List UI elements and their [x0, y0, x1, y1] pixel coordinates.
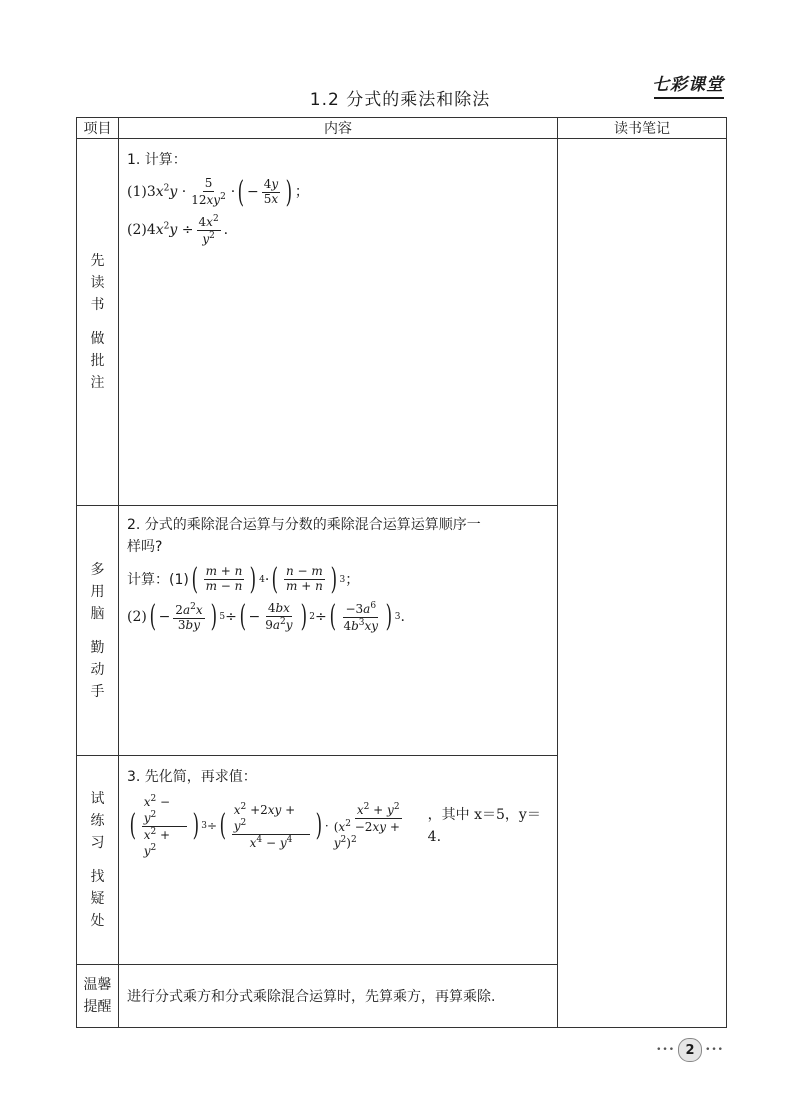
row-label [77, 756, 119, 965]
problem-label: (2) [127, 608, 147, 625]
brand-underline [654, 97, 724, 99]
worksheet-table [76, 117, 727, 1028]
brand-text: 七彩课堂 [652, 75, 724, 95]
problem-1-1: (1) $3x^2y$ · $\frac{5}{12xy^2}$ · ( − $\frac{4y}{5x}$ ) ； [127, 174, 309, 210]
label-bottom: 做批注 [90, 331, 105, 391]
row-label [77, 506, 119, 756]
dots-right: ••• [705, 1045, 724, 1055]
problem-label: (1) [127, 184, 147, 201]
row-label [77, 139, 119, 506]
label-bottom: 勤动手 [90, 639, 105, 700]
label-top: 多用脑 [90, 561, 105, 622]
header-item: 项目 [77, 118, 119, 139]
tip-text: 进行分式乘方和分式乘除混合运算时，先算乘方，再算乘除. [119, 965, 558, 1028]
row-label [77, 965, 119, 1028]
brand-logo [652, 70, 724, 95]
content-cell [119, 756, 558, 965]
problem-3: ( $\frac{x^2 - y^2}{x^2 + y^2}$ ) 3 ÷ ( $\frac{x^2 +2xy + y^2}{x^4 - y^4}$ ) · $\frac{x^2 + y^2}{(x^2 -2xy + y^2)^2}$ ，其中 x＝5，y＝4. [127, 794, 549, 858]
header-notes: 读书笔记 [558, 118, 727, 139]
page-number-badge [656, 1038, 724, 1062]
problem-2-2: (2) ( − $\frac{2a^2x}{3by}$ ) 5 ÷ ( − $\frac{4bx}{9a^2y}$ ) 2 ÷ ( $\frac{-3a^6}{4b^3xy}$ ) 3 . [127, 599, 405, 635]
label-top: 先读书 [90, 253, 105, 313]
dots-left: ••• [656, 1045, 676, 1055]
notes-cell[interactable] [558, 139, 727, 1028]
condition-text: ，其中 x＝5，y＝4. [427, 807, 541, 846]
question-2-line1: 2. 分式的乘除混合运算与分数的乘除混合运算运算顺序一 [127, 517, 481, 533]
question-2-line2: 样吗? [127, 539, 163, 556]
question-3: 3. 先化简，再求值： [127, 769, 257, 785]
header-content: 内容 [119, 118, 558, 139]
problem-1-2: (2) $4x^2y$ ÷ $\frac{4x^2}{y^2}$ . [127, 213, 229, 246]
page-number: 2 [678, 1038, 702, 1062]
calc-label: 计算：(1) [127, 571, 189, 588]
question-1: 1. 计算： [127, 152, 187, 168]
table-header-row [77, 118, 727, 139]
page-title: 1.2 分式的乘法和除法 [309, 90, 491, 110]
label-top: 试练习 [90, 791, 105, 851]
tip-label: 温馨提醒 [83, 977, 112, 1015]
problem-2-1: 计算：(1) ( $\frac{m + n}{m - n}$ ) 4 · ( $\frac{n - m}{m + n}$ ) 3 ； [127, 561, 360, 597]
problem-label: (2) [127, 222, 147, 239]
content-cell [119, 506, 558, 756]
table-row [77, 139, 727, 506]
content-cell [119, 139, 558, 506]
label-bottom: 找疑处 [90, 869, 105, 929]
